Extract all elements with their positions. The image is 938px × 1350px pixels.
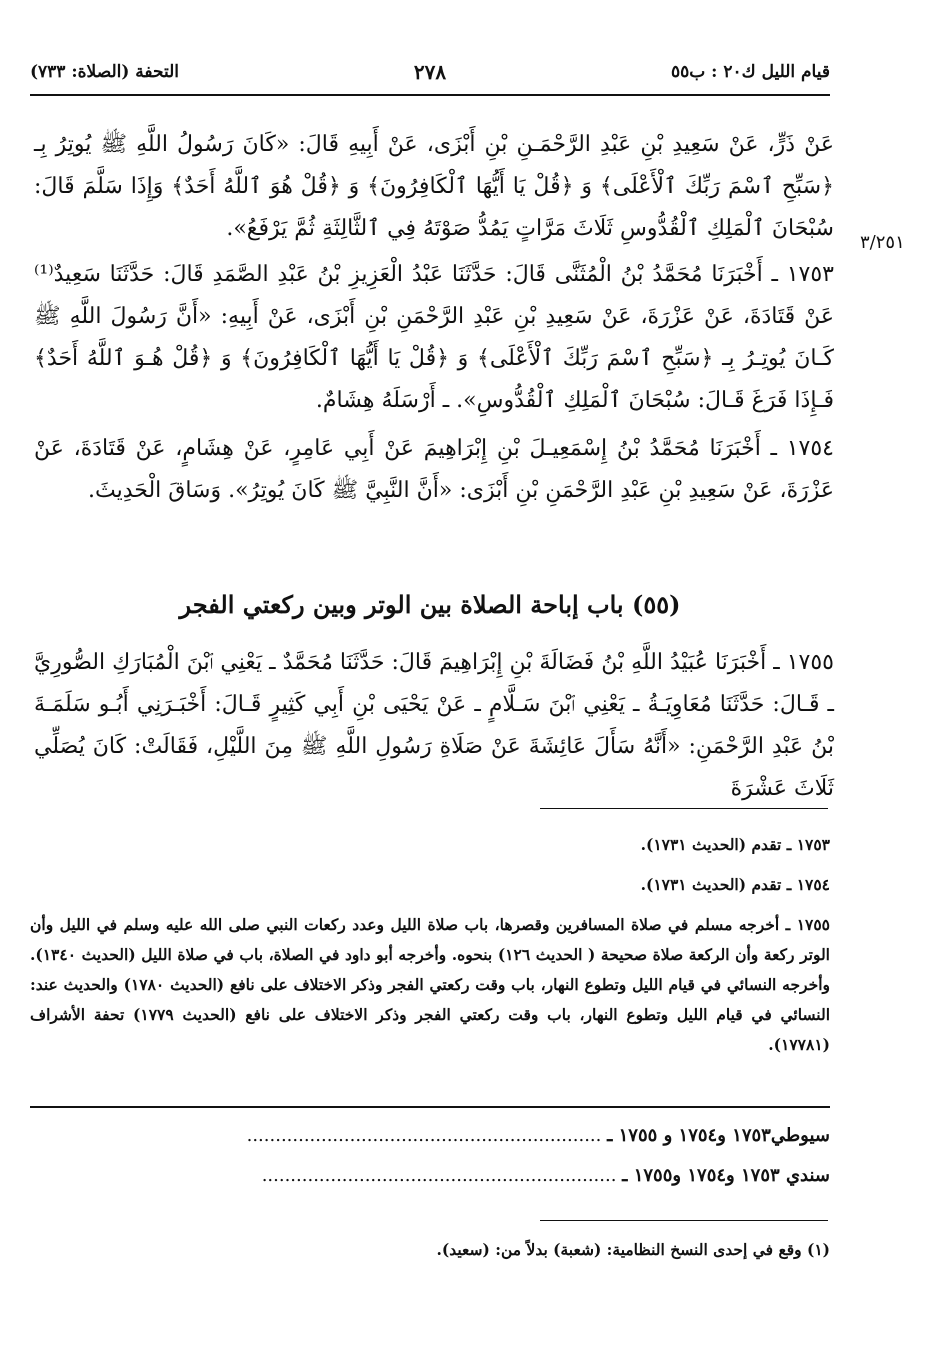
footnote-separator	[540, 1220, 828, 1221]
note-1755: ١٧٥٥ ـ أخرجه مسلم في صلاة المسافرين وقصرها، باب صلاة الليل وعدد ركعات النبي صلى الله عليه وسلم في الليل وأن الوتر ركعة وأن الركعة صلاة صحيحة ( الحديث ١٢٦) بنحوه. وأخرجه أبو داود في الصلاة، باب في صلاة الليل (الحديث ١٣٤٠). وأخرجه النسائي في قيام الليل وتطوع النهار، باب وقت ركعتي الفجر وذكر الاختلاف على نافع (الحديث ١٧٨٠) والحديث عند: النسائي في قيام الليل وتطوع النهار، باب وقت ركعتي الفجر وذكر الاختلاف على نافع (الحديث ١٧٧٩) تحفة الأشراف (١٧٧٨١).	[30, 915, 831, 1054]
header-rule	[30, 94, 830, 96]
hadith-1754: ١٧٥٤ ـ أَخْبَرَنَا مُحَمَّدُ بْنُ إِسْمَعِيـلَ بْنِ إِبْرَاهِيمَ عَنْ أَبِي عَامِرٍ، عَنْ هِشَامٍ، عَنْ قَتَادَةَ، عَنْ عَزْرَةَ، عَنْ سَعِيدِ بْنِ عَبْدِ الرَّحْمَنِ بْنِ أَبْزَى: «أَنَّ النَّبِيَّ ﷺ كَانَ يُوتِرُ». وَسَاقَ الْحَدِيثَ.	[34, 436, 834, 503]
suyuti-ref: سيوطي١٧٥٣ و١٧٥٤ و ١٧٥٥ ـ ..............................................................	[246, 1125, 830, 1146]
note-1754: ١٧٥٤ ـ تقدم (الحديث ١٧٣١).	[640, 875, 830, 894]
margin-reference: ٣/٢٥١	[860, 232, 905, 253]
hadith-1755: ١٧٥٥ ـ أَخْبَرَنَا عُبَيْدُ اللَّهِ بْنُ فَضَالَةَ بْنِ إِبْرَاهِيمَ قَالَ: حَدَّثَنَا مُحَمَّدٌ ـ يَعْنِي ٱبْنَ الْمُبَارَكِ الصُّورِيَّ ـ قَـالَ: حَدَّثَنَا مُعَاوِيَـةُ ـ يَعْنِي ٱبْنَ سَـلَّامٍ ـ عَنْ يَحْيَى بْنِ أَبِي كَثِيرٍ قَـالَ: أَخْبَـرَنِي أَبُـو سَلَمَـةَ بْنُ عَبْدِ الرَّحْمَنِ: «أَنَّهُ سَأَلَ عَائِشَةَ عَنْ صَلَاةِ رَسُولِ اللَّهِ ﷺ مِنَ اللَّيْلِ، فَقَالَتْ: كَانَ يُصَلِّي ثَلَاثَ عَشْرَةَ	[34, 650, 834, 801]
header-tuhfa-ref: التحفة (الصلاة: ٧٣٣)	[30, 62, 180, 82]
footnote-1: (١) وقع في إحدى النسخ النظامية: (شعبة) بدلاً من: (سعيد).	[436, 1240, 830, 1259]
takhrij-notes	[30, 830, 830, 1060]
hadith-continuation: عَنْ ذَرٍّ، عَنْ سَعِيدِ بْنِ عَبْدِ الرَّحْمَـنِ بْنِ أَبْزَى، عَنْ أَبِيهِ قَالَ: «كَانَ رَسُولُ اللَّهِ ﷺ يُوتِرُ بِـ ﴿سَبِّحِ ٱسْمَ رَبِّكَ ٱلْأَعْلَى﴾ وَ ﴿قُلْ يَا أَيُّهَا ٱلْكَافِرُونَ﴾ وَ ﴿قُلْ هُوَ ٱللَّهُ أَحَدٌ﴾ وَإِذَا سَلَّمَ قَالَ: سُبْحَانَ ٱلْمَلِكِ ٱلْقُدُّوسِ ثَلَاثَ مَرَّاتٍ يَمُدُّ صَوْتَهُ فِي ٱلثَّالِثَةِ ثُمَّ يَرْفَعُ».	[34, 132, 834, 241]
suyuti-ref-text: سيوطي١٧٥٣ و١٧٥٤ و ١٧٥٥ ـ	[607, 1125, 830, 1146]
refs-rule	[30, 1106, 830, 1108]
page-header	[30, 58, 830, 88]
hadith-block-top	[34, 124, 834, 512]
note-1753: ١٧٥٣ ـ تقدم (الحديث ١٧٣١).	[640, 835, 830, 854]
page-number: ٢٧٨	[413, 60, 447, 84]
header-chapter-ref: قيام الليل ك٢٠ : ب٥٥	[670, 62, 830, 82]
chapter-title: (٥٥) باب إباحة الصلاة بين الوتر وبين ركعتي الفجر	[179, 590, 681, 619]
sindi-ref-text: سندي ١٧٥٣ و١٧٥٤ و١٧٥٥ ـ	[622, 1165, 830, 1186]
notes-separator	[540, 808, 828, 809]
hadith-1753: ١٧٥٣ ـ أَخْبَرَنَا مُحَمَّدُ بْنُ الْمُثَنَّى قَالَ: حَدَّثَنَا عَبْدُ الْعَزِيزِ بْنُ عَبْدِ الصَّمَدِ قَالَ: حَدَّثَنَا سَعِيدٌ⁽¹⁾ عَنْ قَتَادَةَ، عَنْ عَزْرَةَ، عَنْ سَعِيدِ بْنِ عَبْدِ الرَّحْمَنِ بْنِ أَبْزَى، عَنْ أَبِيهِ: «أَنَّ رَسُولَ اللَّهِ ﷺ كَـانَ يُوتِـرُ بِـ ﴿سَبِّحِ ٱسْمَ رَبِّكَ ٱلْأَعْلَى﴾ وَ ﴿قُلْ يَا أَيُّهَا ٱلْكَافِرُونَ﴾ وَ ﴿قُلْ هُـوَ ٱللَّهُ أَحَدٌ﴾ فَـإِذَا فَرَغَ قَـالَ: سُبْحَانَ ٱلْمَلِكِ ٱلْقُدُّوسِ». ـ أَرْسَلَهُ هِشَامٌ.	[34, 262, 834, 413]
hadith-block-bottom	[34, 642, 834, 810]
sindi-ref: سندي ١٧٥٣ و١٧٥٤ و١٧٥٥ ـ ..............................................................	[261, 1165, 830, 1186]
